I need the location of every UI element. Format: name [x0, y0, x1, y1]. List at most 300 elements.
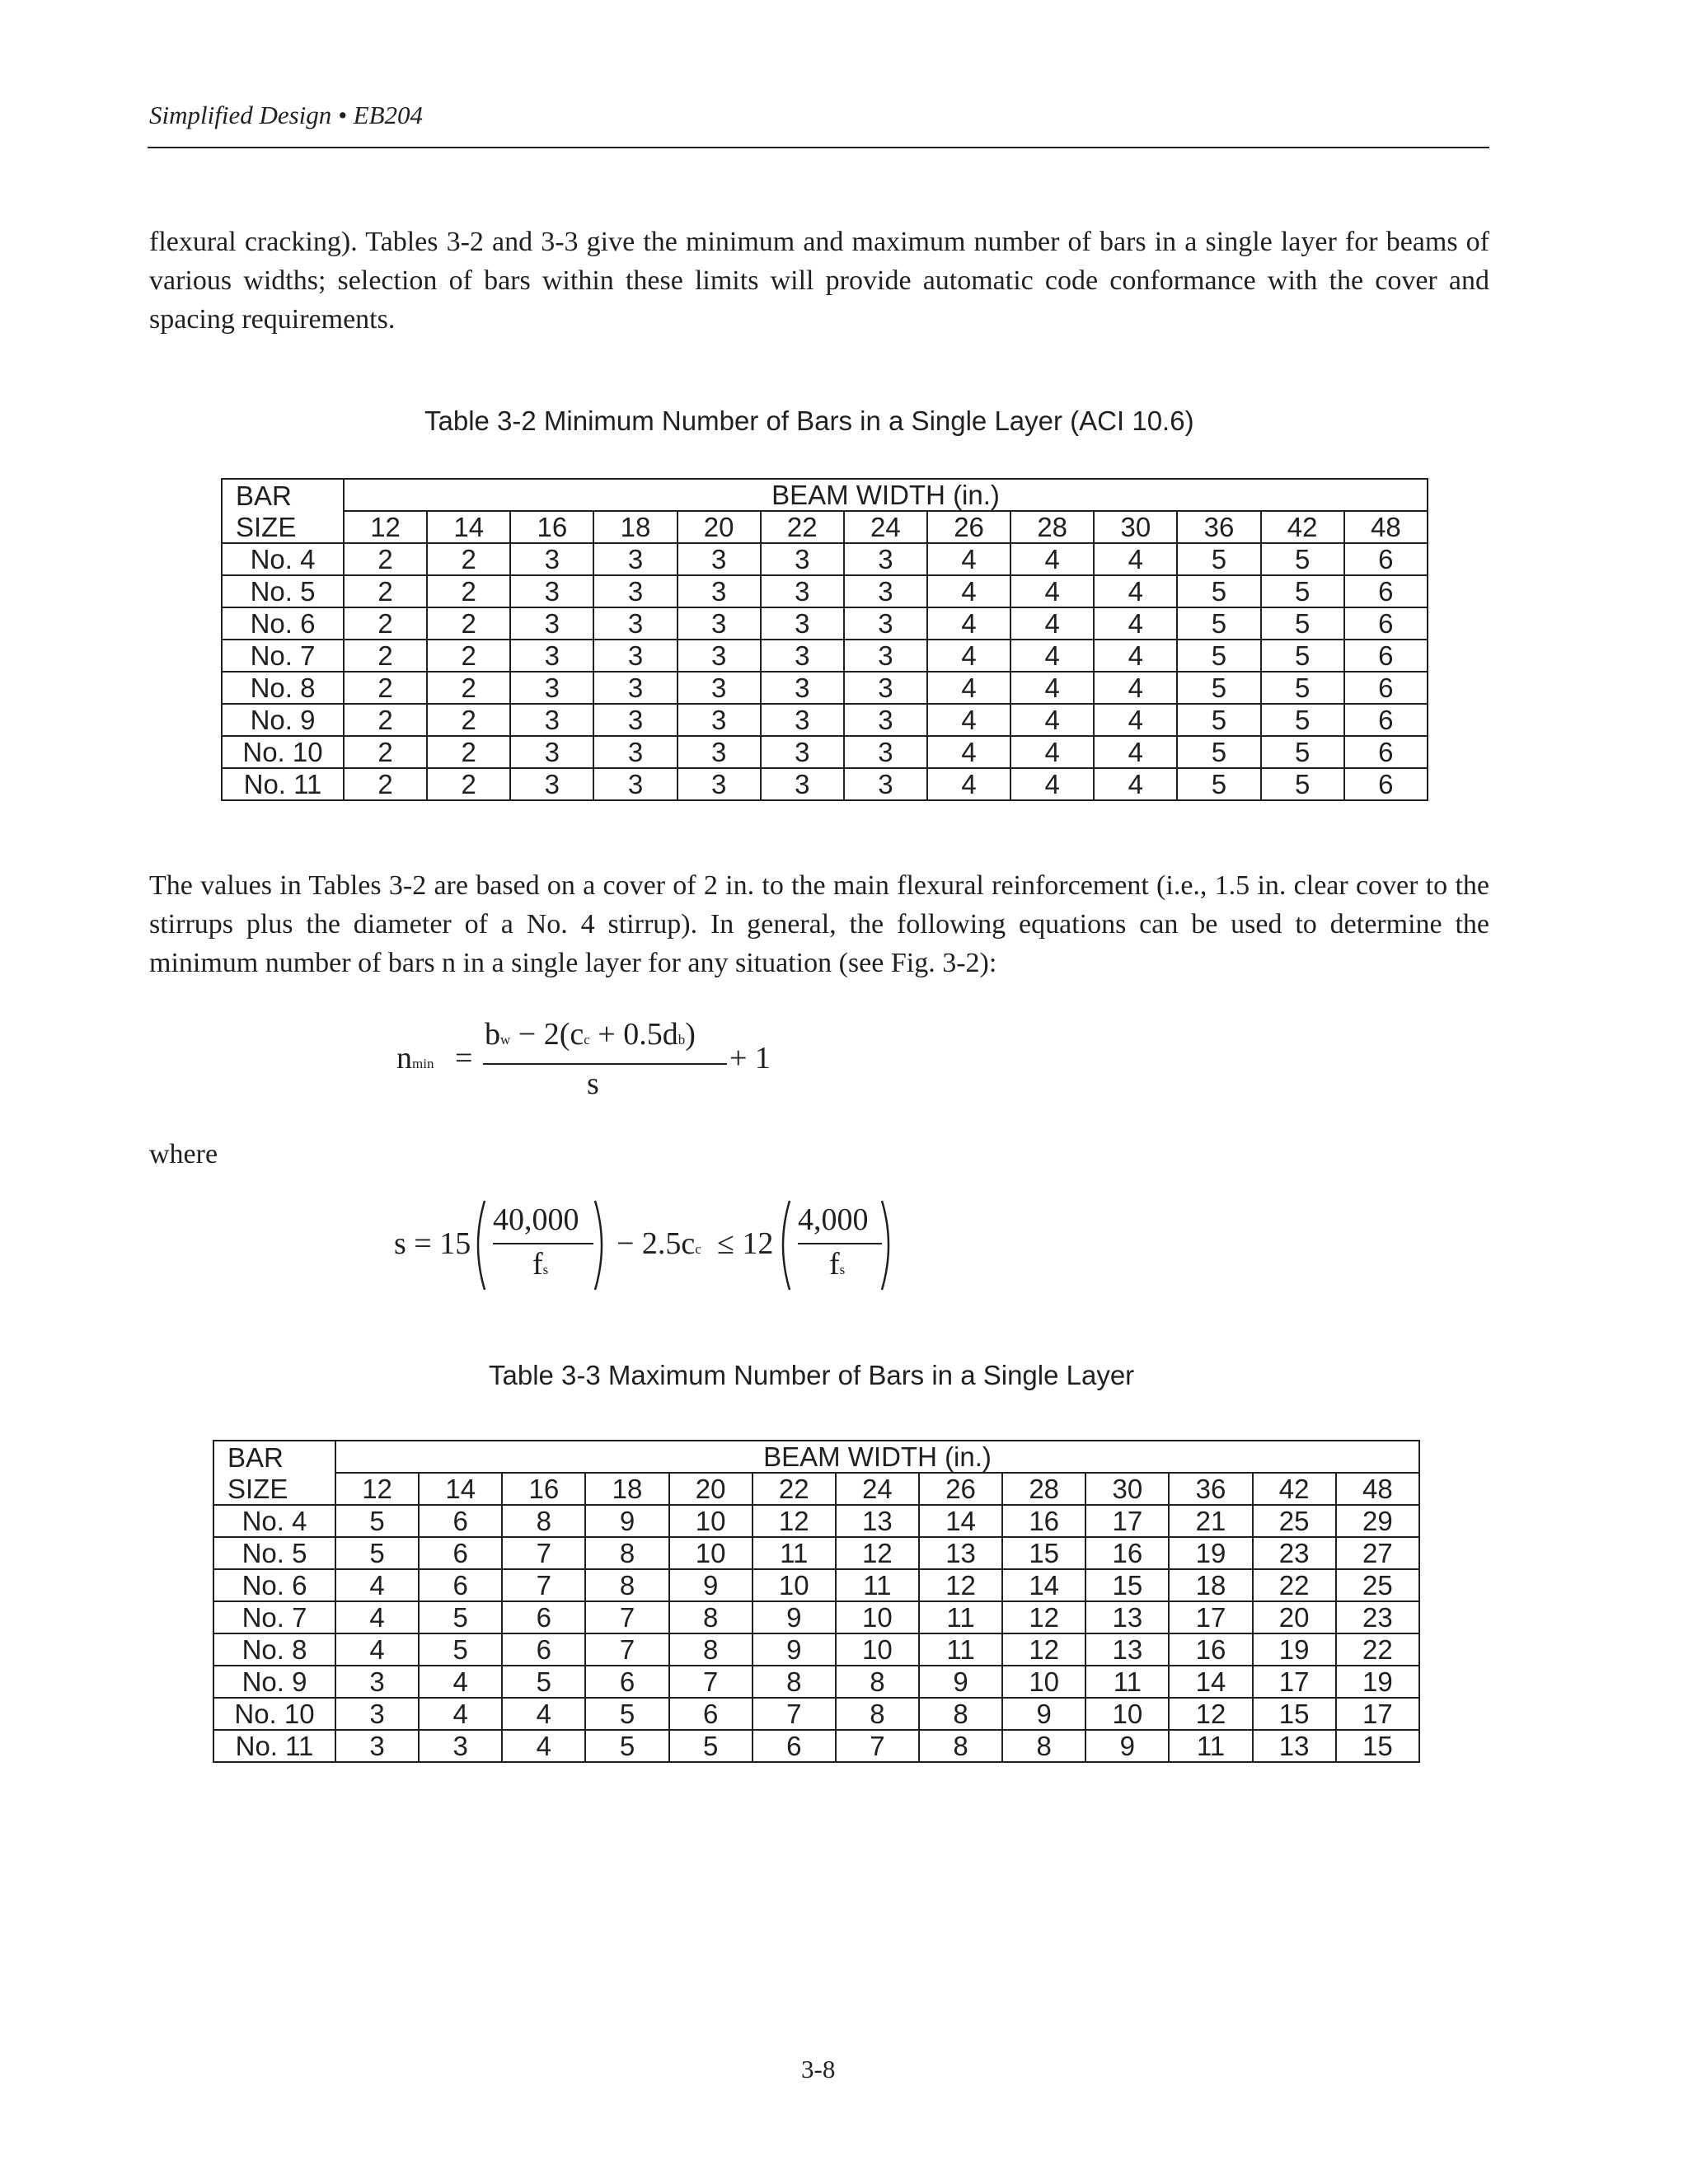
bar-count-cell: 8	[836, 1698, 919, 1730]
bar-count-cell: 4	[419, 1666, 502, 1698]
bar-count-cell: 4	[1094, 607, 1177, 640]
bar-count-cell: 13	[1085, 1601, 1169, 1633]
table-row	[213, 1537, 1419, 1569]
bar-count-cell: 5	[1177, 704, 1260, 736]
bar-count-cell: 8	[669, 1601, 753, 1633]
eq2-num1: 40,000	[493, 1202, 579, 1237]
bar-count-cell: 8	[585, 1569, 668, 1601]
bar-count-cell: 5	[335, 1537, 419, 1569]
bar-count-cell: 6	[502, 1601, 585, 1633]
table-row	[222, 736, 1428, 768]
width-header-cell: 22	[753, 1473, 836, 1505]
bar-count-cell: 3	[761, 736, 844, 768]
eq1-lhs-sub: min	[412, 1056, 434, 1071]
width-header-cell: 26	[927, 511, 1010, 543]
bar-count-cell: 15	[1336, 1730, 1419, 1762]
bar-count-cell: 12	[1169, 1698, 1252, 1730]
bar-count-cell: 5	[1261, 672, 1344, 704]
bar-count-cell: 9	[1002, 1698, 1085, 1730]
bar-count-cell: 16	[1085, 1537, 1169, 1569]
bar-count-cell: 2	[427, 640, 510, 672]
bar-size-cell: No. 10	[222, 736, 344, 768]
beam-width-header: BEAM WIDTH (in.)	[344, 479, 1428, 511]
bar-count-cell: 4	[1010, 543, 1094, 575]
width-header-cell: 30	[1085, 1473, 1169, 1505]
bar-count-cell: 6	[502, 1633, 585, 1666]
bar-count-cell: 9	[919, 1666, 1002, 1698]
eq1-num-plus: + 0.5d	[598, 1017, 678, 1052]
width-header-cell: 20	[669, 1473, 753, 1505]
bar-count-cell: 9	[753, 1633, 836, 1666]
bar-count-cell: 17	[1253, 1666, 1336, 1698]
bar-count-cell: 8	[836, 1666, 919, 1698]
bar-count-cell: 5	[1261, 768, 1344, 800]
eq1-num-b-sub: w	[500, 1032, 511, 1047]
width-header-cell: 20	[678, 511, 761, 543]
bar-count-cell: 3	[844, 672, 927, 704]
width-header-cell: 26	[919, 1473, 1002, 1505]
bar-count-cell: 23	[1336, 1601, 1419, 1633]
bar-count-cell: 7	[585, 1601, 668, 1633]
table-row	[222, 640, 1428, 672]
eq2-leq: ≤ 12	[717, 1226, 774, 1261]
eq2-num2: 4,000	[798, 1202, 869, 1237]
bar-count-cell: 6	[1344, 768, 1428, 800]
bar-count-cell: 16	[1169, 1633, 1252, 1666]
bar-count-cell: 14	[1002, 1569, 1085, 1601]
bar-count-cell: 5	[1177, 607, 1260, 640]
width-header-cell: 16	[502, 1473, 585, 1505]
width-header-cell: 24	[836, 1473, 919, 1505]
eq2-right-paren-2	[879, 1199, 897, 1291]
bar-count-cell: 8	[669, 1633, 753, 1666]
bar-count-cell: 2	[344, 640, 427, 672]
bar-header: BAR	[222, 479, 344, 511]
bar-count-cell: 10	[669, 1537, 753, 1569]
bar-count-cell: 3	[678, 704, 761, 736]
bar-count-cell: 7	[669, 1666, 753, 1698]
bar-size-cell: No. 4	[213, 1505, 335, 1537]
bar-count-cell: 17	[1085, 1505, 1169, 1537]
bar-count-cell: 7	[836, 1730, 919, 1762]
eq2-left-paren-1	[470, 1199, 488, 1291]
width-header-cell: 12	[335, 1473, 419, 1505]
table-row	[213, 1569, 1419, 1601]
table-3-3-maximum-bars	[213, 1440, 1420, 1763]
bar-count-cell: 3	[510, 575, 593, 607]
bar-count-cell: 13	[1085, 1633, 1169, 1666]
bar-count-cell: 25	[1336, 1569, 1419, 1601]
width-header-cell: 14	[419, 1473, 502, 1505]
eq1-tail: + 1	[729, 1041, 771, 1076]
bar-size-cell: No. 7	[213, 1601, 335, 1633]
bar-count-cell: 7	[502, 1537, 585, 1569]
page-number: 3-8	[801, 2055, 836, 2083]
beam-width-header: BEAM WIDTH (in.)	[335, 1441, 1419, 1473]
bar-count-cell: 2	[344, 704, 427, 736]
bar-count-cell: 11	[753, 1537, 836, 1569]
table-row	[222, 543, 1428, 575]
bar-count-cell: 15	[1002, 1537, 1085, 1569]
table-3-2-minimum-bars	[221, 478, 1428, 801]
bar-count-cell: 5	[1177, 640, 1260, 672]
bar-count-cell: 3	[510, 543, 593, 575]
bar-count-cell: 4	[1094, 543, 1177, 575]
bar-count-cell: 23	[1253, 1537, 1336, 1569]
eq1-num-minus: − 2(c	[518, 1017, 584, 1052]
bar-count-cell: 10	[836, 1601, 919, 1633]
bar-count-cell: 19	[1253, 1633, 1336, 1666]
table-row	[222, 672, 1428, 704]
bar-count-cell: 3	[761, 640, 844, 672]
bar-count-cell: 3	[844, 768, 927, 800]
bar-count-cell: 3	[761, 704, 844, 736]
bar-count-cell: 3	[761, 672, 844, 704]
eq2-den1: f	[532, 1247, 543, 1282]
width-header-cell: 22	[761, 511, 844, 543]
bar-count-cell: 7	[753, 1698, 836, 1730]
width-header-cell: 48	[1336, 1473, 1419, 1505]
bar-count-cell: 5	[419, 1601, 502, 1633]
bar-count-cell: 4	[1010, 640, 1094, 672]
bar-count-cell: 3	[510, 672, 593, 704]
bar-count-cell: 2	[427, 607, 510, 640]
bar-count-cell: 3	[844, 575, 927, 607]
bar-count-cell: 3	[593, 640, 677, 672]
bar-count-cell: 6	[1344, 575, 1428, 607]
bar-count-cell: 11	[836, 1569, 919, 1601]
bar-count-cell: 8	[919, 1698, 1002, 1730]
bar-size-cell: No. 11	[222, 768, 344, 800]
bar-count-cell: 2	[427, 543, 510, 575]
bar-count-cell: 13	[836, 1505, 919, 1537]
table-row	[222, 575, 1428, 607]
bar-count-cell: 4	[927, 607, 1010, 640]
bar-count-cell: 4	[1094, 704, 1177, 736]
bar-count-cell: 7	[585, 1633, 668, 1666]
paragraph-intro: flexural cracking). Tables 3-2 and 3-3 give the minimum and maximum number of bars in a single layer for beams of various widths; selection of bars within these limits will provide automatic code conformance with the cover and spacing requirements.	[149, 227, 1489, 335]
bar-count-cell: 9	[669, 1569, 753, 1601]
bar-count-cell: 2	[427, 704, 510, 736]
bar-count-cell: 6	[419, 1569, 502, 1601]
bar-count-cell: 5	[1261, 640, 1344, 672]
width-header-cell: 28	[1002, 1473, 1085, 1505]
bar-size-cell: No. 6	[213, 1569, 335, 1601]
bar-count-cell: 8	[1002, 1730, 1085, 1762]
bar-count-cell: 4	[1094, 575, 1177, 607]
bar-count-cell: 12	[1002, 1633, 1085, 1666]
bar-count-cell: 19	[1169, 1537, 1252, 1569]
bar-count-cell: 5	[1261, 607, 1344, 640]
eq1-num-b: b	[485, 1017, 500, 1052]
bar-count-cell: 13	[919, 1537, 1002, 1569]
bar-count-cell: 25	[1253, 1505, 1336, 1537]
table-3-3-caption: Table 3-3 Maximum Number of Bars in a Single Layer	[489, 1360, 1135, 1390]
bar-count-cell: 3	[593, 607, 677, 640]
bar-count-cell: 12	[753, 1505, 836, 1537]
bar-count-cell: 6	[419, 1537, 502, 1569]
width-header-cell: 42	[1253, 1473, 1336, 1505]
table-row	[222, 768, 1428, 800]
eq2-lhs: s = 15	[394, 1226, 471, 1261]
width-header-cell: 36	[1169, 1473, 1252, 1505]
bar-count-cell: 8	[919, 1730, 1002, 1762]
running-header: Simplified Design • EB204	[149, 101, 424, 129]
table-row	[213, 1505, 1419, 1537]
bar-count-cell: 5	[1261, 704, 1344, 736]
eq2-mid-sub: c	[695, 1241, 701, 1257]
width-header-cell: 16	[510, 511, 593, 543]
bar-count-cell: 2	[344, 607, 427, 640]
bar-count-cell: 4	[1010, 607, 1094, 640]
bar-count-cell: 5	[419, 1633, 502, 1666]
bar-size-cell: No. 11	[213, 1730, 335, 1762]
bar-count-cell: 3	[844, 607, 927, 640]
width-header-cell: 18	[585, 1473, 668, 1505]
width-header-cell: 36	[1177, 511, 1260, 543]
bar-count-cell: 4	[502, 1698, 585, 1730]
width-header-cell: 24	[844, 511, 927, 543]
bar-count-cell: 2	[427, 575, 510, 607]
bar-count-cell: 3	[844, 543, 927, 575]
bar-count-cell: 10	[1002, 1666, 1085, 1698]
bar-count-cell: 12	[919, 1569, 1002, 1601]
bar-count-cell: 3	[844, 736, 927, 768]
bar-count-cell: 17	[1336, 1698, 1419, 1730]
table-row	[213, 1730, 1419, 1762]
bar-count-cell: 2	[344, 672, 427, 704]
eq1-num-close: )	[685, 1017, 696, 1052]
bar-count-cell: 3	[419, 1730, 502, 1762]
eq2-mid: − 2.5c	[617, 1226, 696, 1261]
bar-count-cell: 19	[1336, 1666, 1419, 1698]
bar-count-cell: 13	[1253, 1730, 1336, 1762]
bar-count-cell: 4	[927, 768, 1010, 800]
bar-count-cell: 4	[1010, 575, 1094, 607]
bar-count-cell: 4	[1094, 672, 1177, 704]
table-row	[222, 704, 1428, 736]
bar-count-cell: 2	[344, 736, 427, 768]
bar-count-cell: 3	[761, 575, 844, 607]
bar-count-cell: 6	[1344, 704, 1428, 736]
bar-count-cell: 20	[1253, 1601, 1336, 1633]
bar-count-cell: 4	[927, 543, 1010, 575]
bar-count-cell: 9	[1085, 1730, 1169, 1762]
bar-count-cell: 5	[1177, 672, 1260, 704]
width-header-cell: 18	[593, 511, 677, 543]
width-header-cell: 30	[1094, 511, 1177, 543]
bar-count-cell: 3	[593, 704, 677, 736]
width-header-cell: 48	[1344, 511, 1428, 543]
bar-count-cell: 4	[335, 1601, 419, 1633]
bar-count-cell: 3	[678, 575, 761, 607]
bar-count-cell: 9	[585, 1505, 668, 1537]
bar-count-cell: 3	[593, 768, 677, 800]
bar-count-cell: 4	[1010, 704, 1094, 736]
bar-count-cell: 3	[510, 607, 593, 640]
header-rule	[148, 147, 1489, 148]
eq2-fraction-bar-1	[493, 1243, 593, 1244]
bar-count-cell: 6	[1344, 672, 1428, 704]
bar-count-cell: 10	[669, 1505, 753, 1537]
bar-size-cell: No. 4	[222, 543, 344, 575]
bar-count-cell: 3	[844, 704, 927, 736]
eq2-left-paren-2	[775, 1199, 793, 1291]
bar-header: BAR	[213, 1441, 335, 1473]
eq2-right-paren-1	[592, 1199, 610, 1291]
bar-count-cell: 9	[753, 1601, 836, 1633]
bar-count-cell: 8	[753, 1666, 836, 1698]
eq1-lhs: n	[396, 1041, 412, 1076]
bar-count-cell: 3	[510, 640, 593, 672]
bar-count-cell: 2	[427, 768, 510, 800]
table-row	[213, 1601, 1419, 1633]
bar-count-cell: 3	[335, 1730, 419, 1762]
bar-count-cell: 4	[1094, 736, 1177, 768]
eq1-fraction-bar	[483, 1063, 727, 1065]
size-header: SIZE	[222, 511, 344, 543]
bar-count-cell: 4	[1094, 768, 1177, 800]
size-header: SIZE	[213, 1473, 335, 1505]
bar-size-cell: No. 10	[213, 1698, 335, 1730]
bar-count-cell: 18	[1169, 1569, 1252, 1601]
bar-count-cell: 5	[335, 1505, 419, 1537]
bar-count-cell: 4	[927, 672, 1010, 704]
bar-count-cell: 4	[927, 640, 1010, 672]
bar-count-cell: 2	[427, 672, 510, 704]
bar-count-cell: 4	[335, 1633, 419, 1666]
bar-count-cell: 10	[836, 1633, 919, 1666]
bar-count-cell: 7	[502, 1569, 585, 1601]
bar-count-cell: 3	[678, 543, 761, 575]
bar-count-cell: 12	[1002, 1601, 1085, 1633]
bar-size-cell: No. 7	[222, 640, 344, 672]
bar-count-cell: 6	[753, 1730, 836, 1762]
bar-count-cell: 3	[761, 607, 844, 640]
bar-count-cell: 14	[919, 1505, 1002, 1537]
bar-count-cell: 16	[1002, 1505, 1085, 1537]
bar-count-cell: 11	[1085, 1666, 1169, 1698]
bar-count-cell: 21	[1169, 1505, 1252, 1537]
bar-count-cell: 3	[593, 736, 677, 768]
bar-count-cell: 4	[1010, 768, 1094, 800]
bar-count-cell: 5	[502, 1666, 585, 1698]
eq1-num-c-sub: c	[584, 1032, 590, 1047]
bar-count-cell: 11	[1169, 1730, 1252, 1762]
bar-count-cell: 3	[678, 640, 761, 672]
bar-count-cell: 2	[344, 575, 427, 607]
paragraph-cover: The values in Tables 3-2 are based on a cover of 2 in. to the main flexural reinforcement (i.e., 1.5 in. clear cover to the stirrups plus the diameter of a No. 4 stirrup). In general, the following equations can be used to determine the minimum number of bars n in a single layer for any situation (see Fig. 3-2):	[149, 870, 1489, 978]
bar-size-cell: No. 5	[222, 575, 344, 607]
bar-count-cell: 11	[919, 1601, 1002, 1633]
bar-count-cell: 3	[678, 736, 761, 768]
bar-count-cell: 3	[593, 543, 677, 575]
bar-count-cell: 5	[1177, 575, 1260, 607]
bar-count-cell: 4	[1094, 640, 1177, 672]
bar-count-cell: 10	[753, 1569, 836, 1601]
table-row	[213, 1698, 1419, 1730]
bar-count-cell: 5	[1177, 736, 1260, 768]
bar-count-cell: 22	[1336, 1633, 1419, 1666]
bar-count-cell: 3	[335, 1666, 419, 1698]
bar-count-cell: 4	[502, 1730, 585, 1762]
bar-count-cell: 3	[335, 1698, 419, 1730]
eq2-den2: f	[829, 1247, 840, 1282]
eq2-fraction-bar-2	[798, 1243, 882, 1244]
bar-count-cell: 5	[1261, 736, 1344, 768]
bar-count-cell: 6	[585, 1666, 668, 1698]
bar-count-cell: 3	[510, 736, 593, 768]
bar-count-cell: 6	[1344, 607, 1428, 640]
bar-count-cell: 3	[761, 543, 844, 575]
eq1-num-d-sub: b	[678, 1032, 686, 1047]
bar-count-cell: 3	[844, 640, 927, 672]
bar-count-cell: 5	[1261, 575, 1344, 607]
table-row	[213, 1666, 1419, 1698]
table-3-2-caption: Table 3-2 Minimum Number of Bars in a Single Layer (ACI 10.6)	[424, 405, 1194, 436]
bar-count-cell: 5	[585, 1730, 668, 1762]
bar-count-cell: 2	[344, 543, 427, 575]
bar-count-cell: 4	[335, 1569, 419, 1601]
bar-count-cell: 4	[1010, 672, 1094, 704]
eq2-den1-sub: s	[542, 1262, 549, 1277]
eq2-den2-sub: s	[839, 1262, 846, 1277]
bar-count-cell: 3	[593, 575, 677, 607]
bar-count-cell: 6	[1344, 543, 1428, 575]
bar-size-cell: No. 9	[213, 1666, 335, 1698]
bar-count-cell: 3	[678, 607, 761, 640]
bar-count-cell: 5	[1177, 543, 1260, 575]
width-header-cell: 14	[427, 511, 510, 543]
bar-count-cell: 5	[669, 1730, 753, 1762]
table-row	[222, 607, 1428, 640]
bar-size-cell: No. 8	[222, 672, 344, 704]
bar-count-cell: 5	[1177, 768, 1260, 800]
bar-count-cell: 17	[1169, 1601, 1252, 1633]
bar-count-cell: 4	[927, 704, 1010, 736]
bar-size-cell: No. 9	[222, 704, 344, 736]
bar-count-cell: 5	[1261, 543, 1344, 575]
bar-count-cell: 15	[1253, 1698, 1336, 1730]
table-row	[213, 1633, 1419, 1666]
width-header-cell: 28	[1010, 511, 1094, 543]
bar-count-cell: 5	[585, 1698, 668, 1730]
bar-count-cell: 29	[1336, 1505, 1419, 1537]
bar-count-cell: 3	[510, 704, 593, 736]
bar-count-cell: 3	[678, 672, 761, 704]
bar-size-cell: No. 6	[222, 607, 344, 640]
bar-count-cell: 8	[502, 1505, 585, 1537]
bar-count-cell: 6	[419, 1505, 502, 1537]
bar-count-cell: 3	[593, 672, 677, 704]
bar-count-cell: 22	[1253, 1569, 1336, 1601]
bar-count-cell: 3	[678, 768, 761, 800]
bar-count-cell: 15	[1085, 1569, 1169, 1601]
bar-count-cell: 4	[927, 736, 1010, 768]
bar-count-cell: 2	[427, 736, 510, 768]
bar-count-cell: 4	[1010, 736, 1094, 768]
bar-size-cell: No. 8	[213, 1633, 335, 1666]
bar-count-cell: 4	[419, 1698, 502, 1730]
bar-count-cell: 14	[1169, 1666, 1252, 1698]
bar-count-cell: 8	[585, 1537, 668, 1569]
bar-count-cell: 6	[1344, 736, 1428, 768]
bar-count-cell: 4	[927, 575, 1010, 607]
width-header-cell: 12	[344, 511, 427, 543]
bar-size-cell: No. 5	[213, 1537, 335, 1569]
eq1-den: s	[587, 1066, 599, 1101]
bar-count-cell: 6	[669, 1698, 753, 1730]
